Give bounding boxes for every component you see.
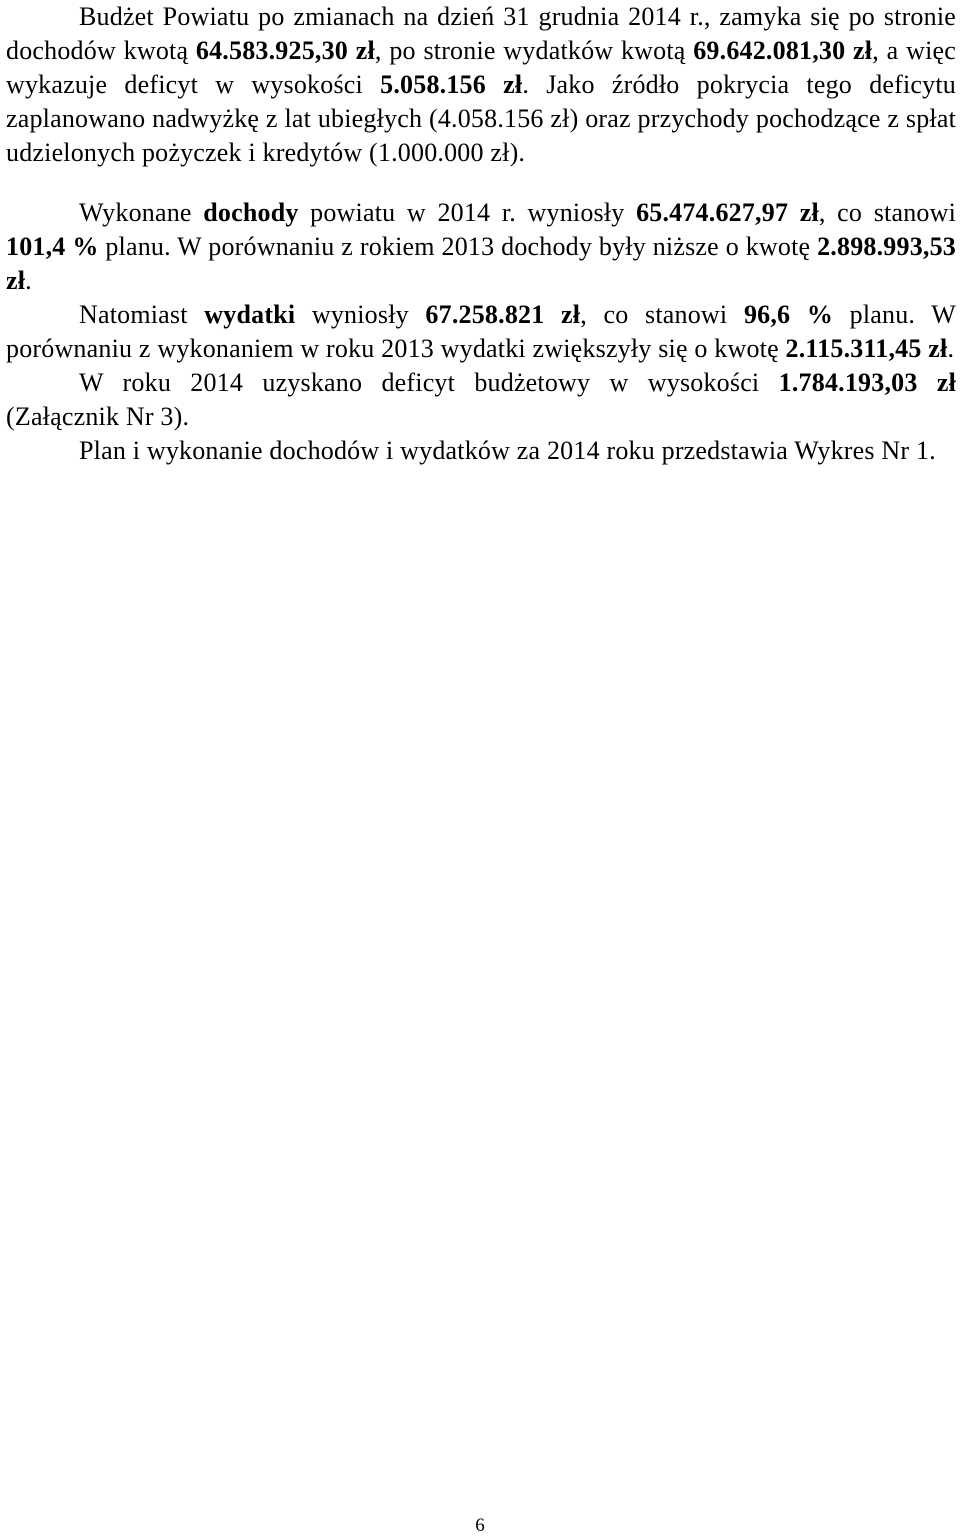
bold-text-run: 2.115.311,45 zł: [785, 334, 948, 363]
paragraph-budget-summary: [6, 0, 956, 170]
paragraph-income-executed: [6, 196, 956, 298]
text-run: .: [25, 266, 32, 295]
text-run: wyniosły: [295, 300, 426, 329]
paragraph-chart-reference: [6, 434, 956, 468]
text-run: . Jako źródło pokrycia tego deficytu zaplanowano nadwyżkę z lat ubiegłych (4.058.156 zł) oraz przychody pochodzące z spłat udzielonych pożyczek i kredytów (1.000.000 zł).: [6, 70, 956, 167]
bold-text-run: 5.058.156 zł: [380, 70, 523, 99]
text-run: , a więc wykazuje deficyt w wysokości: [6, 36, 956, 99]
bold-text-run: 65.474.627,97 zł: [636, 198, 819, 227]
text-run: , po stronie wydatków kwotą: [374, 36, 694, 65]
text-run: (Załącznik Nr 3).: [6, 402, 190, 431]
text-run: .: [947, 334, 955, 363]
paragraph-deficit-2014: [6, 366, 956, 434]
bold-text-run: 1.784.193,03 zł: [778, 368, 956, 397]
text-run: W roku 2014 uzyskano deficyt budżetowy w wysokości: [79, 368, 779, 397]
page-number: 6: [475, 1515, 485, 1536]
bold-text-run: 69.642.081,30 zł: [693, 36, 873, 65]
bold-text-run: 96,6 %: [743, 300, 834, 329]
bold-text-run: 64.583.925,30 zł: [195, 36, 375, 65]
bold-text-run: 2.898.993,53 zł: [6, 232, 956, 295]
text-run: , co stanowi: [818, 198, 956, 227]
bold-text-run: dochody: [203, 198, 299, 227]
document-page: [6, 0, 956, 468]
paragraph-expenses-executed: [6, 298, 956, 366]
bold-text-run: wydatki: [204, 300, 296, 329]
text-run: Wykonane: [79, 198, 204, 227]
text-run: powiatu w 2014 r. wyniosły: [298, 198, 637, 227]
bold-text-run: 101,4 %: [6, 232, 99, 261]
text-run: planu. W porównaniu z rokiem 2013 dochody były niższe o kwotę: [98, 232, 818, 261]
text-run: planu. W porównaniu z wykonaniem w roku 2013 wydatki zwiększyły się o kwotę: [6, 300, 957, 363]
text-run: , co stanowi: [580, 300, 744, 329]
bold-text-run: 67.258.821 zł: [425, 300, 581, 329]
text-run: Budżet Powiatu po zmianach na dzień 31 grudnia 2014 r., zamyka się po stronie dochodów kwotą: [6, 2, 956, 65]
text-run: Plan i wykonanie dochodów i wydatków za 2014 roku przedstawia Wykres Nr 1.: [79, 436, 936, 465]
text-run: Natomiast: [79, 300, 205, 329]
